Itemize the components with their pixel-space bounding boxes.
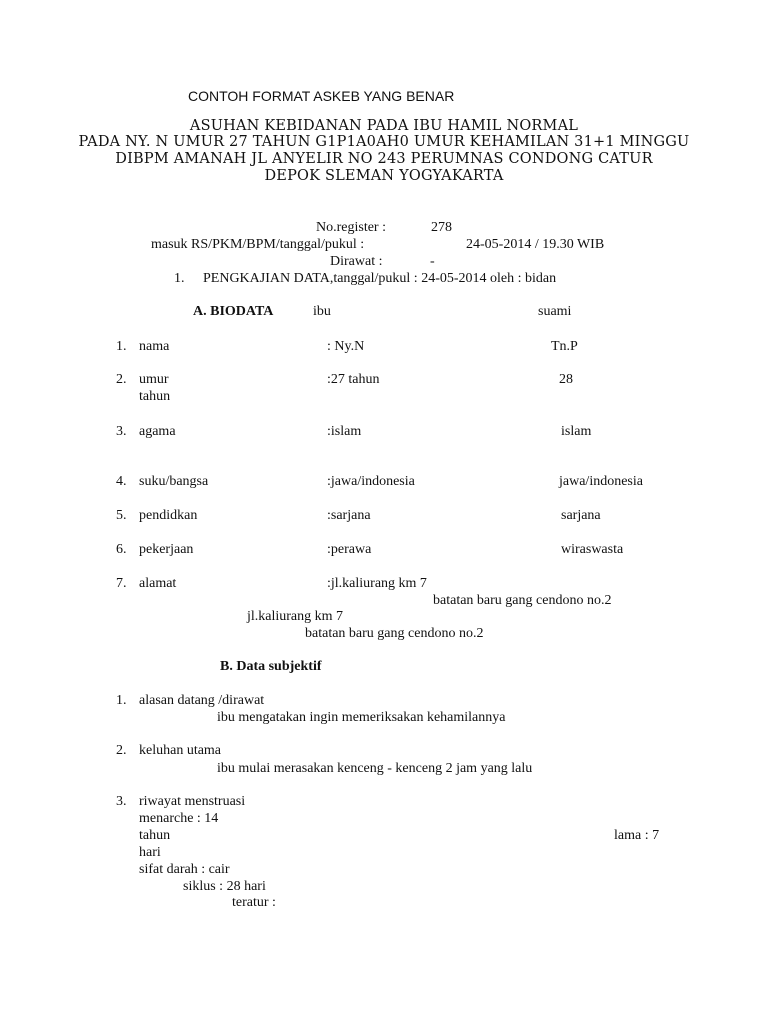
subjektif-item-label: riwayat menstruasi: [139, 794, 246, 809]
siklus: siklus : 28 hari: [183, 879, 266, 894]
biodata-col-ibu: ibu: [313, 304, 331, 319]
masuk-label: masuk RS/PKM/BPM/tanggal/pukul :: [151, 237, 365, 252]
subjektif-item-label: alasan datang /dirawat: [139, 693, 265, 708]
biodata-row-num: 2.: [116, 372, 127, 387]
biodata-row-num: 4.: [116, 474, 127, 489]
masuk-value: 24-05-2014 / 19.30 WIB: [466, 237, 605, 252]
biodata-row-suami: 28: [559, 372, 573, 387]
biodata-col-suami: suami: [538, 304, 572, 319]
subjektif-item-num: 3.: [116, 794, 127, 809]
biodata-row-num: 5.: [116, 508, 127, 523]
biodata-row-label: suku/bangsa: [139, 474, 209, 489]
biodata-row-suami: sarjana: [561, 508, 601, 523]
alamat-line: batatan baru gang cendono no.2: [305, 626, 484, 641]
heading-line-3: DIBPM AMANAH JL ANYELIR NO 243 PERUMNAS CONDONG CATUR: [115, 151, 653, 167]
biodata-row-suami: Tn.P: [551, 339, 578, 354]
subjektif-item-num: 1.: [116, 693, 127, 708]
subjektif-item-num: 2.: [116, 743, 127, 758]
biodata-row-num: 1.: [116, 339, 127, 354]
biodata-row-label: nama: [139, 339, 170, 354]
heading-line-4: DEPOK SLEMAN YOGYAKARTA: [264, 168, 504, 184]
biodata-row-wrap: tahun: [139, 389, 171, 404]
heading-line-1: ASUHAN KEBIDANAN PADA IBU HAMIL NORMAL: [189, 118, 579, 134]
biodata-row-ibu: :perawa: [327, 542, 372, 557]
biodata-row-ibu: :islam: [327, 424, 362, 439]
dirawat-label: Dirawat :: [330, 254, 383, 269]
pengkajian-text: PENGKAJIAN DATA,tanggal/pukul : 24-05-2014 oleh : bidan: [203, 271, 557, 286]
subjektif-item-value: ibu mulai merasakan kenceng - kenceng 2 jam yang lalu: [217, 761, 533, 776]
teratur: teratur :: [232, 895, 276, 910]
biodata-row-num: 3.: [116, 424, 127, 439]
biodata-row-label: pendidkan: [139, 508, 198, 523]
biodata-row-num: 6.: [116, 542, 127, 557]
biodata-row-suami: jawa/indonesia: [559, 474, 643, 489]
biodata-row-ibu: :sarjana: [327, 508, 371, 523]
subjektif-title: B. Data subjektif: [220, 659, 322, 674]
heading-line-2: PADA NY. N UMUR 27 TAHUN G1P1A0AH0 UMUR KEHAMILAN 31+1 MINGGU: [78, 134, 690, 150]
biodata-row-ibu: : Ny.N: [327, 339, 365, 354]
pengkajian-number: 1.: [174, 271, 185, 286]
biodata-row-suami: islam: [561, 424, 592, 439]
biodata-row-label: alamat: [139, 576, 177, 591]
biodata-row-label: agama: [139, 424, 176, 439]
register-no-value: 278: [431, 220, 452, 235]
biodata-row-label: pekerjaan: [139, 542, 194, 557]
alamat-line: jl.kaliurang km 7: [247, 609, 344, 624]
biodata-row-suami: wiraswasta: [561, 542, 624, 557]
register-no-label: No.register :: [316, 220, 386, 235]
document-title: CONTOH FORMAT ASKEB YANG BENAR: [188, 88, 455, 104]
biodata-row-ibu: :jawa/indonesia: [327, 474, 415, 489]
menarche-unit: tahun: [139, 828, 171, 843]
biodata-row-ibu: :27 tahun: [327, 372, 380, 387]
lama-unit: hari: [139, 845, 161, 860]
menarche: menarche : 14: [139, 811, 219, 826]
subjektif-item-label: keluhan utama: [139, 743, 222, 758]
biodata-row-ibu: :jl.kaliurang km 7: [327, 576, 427, 591]
biodata-title: A. BIODATA: [193, 304, 274, 319]
sifat-darah: sifat darah : cair: [139, 862, 230, 877]
dirawat-value: -: [430, 254, 435, 269]
biodata-row-label: umur: [139, 372, 169, 387]
alamat-line: batatan baru gang cendono no.2: [433, 593, 612, 608]
biodata-row-num: 7.: [116, 576, 127, 591]
subjektif-item-value: ibu mengatakan ingin memeriksakan kehamilannya: [217, 710, 506, 725]
lama-menstruasi: lama : 7: [614, 828, 660, 843]
